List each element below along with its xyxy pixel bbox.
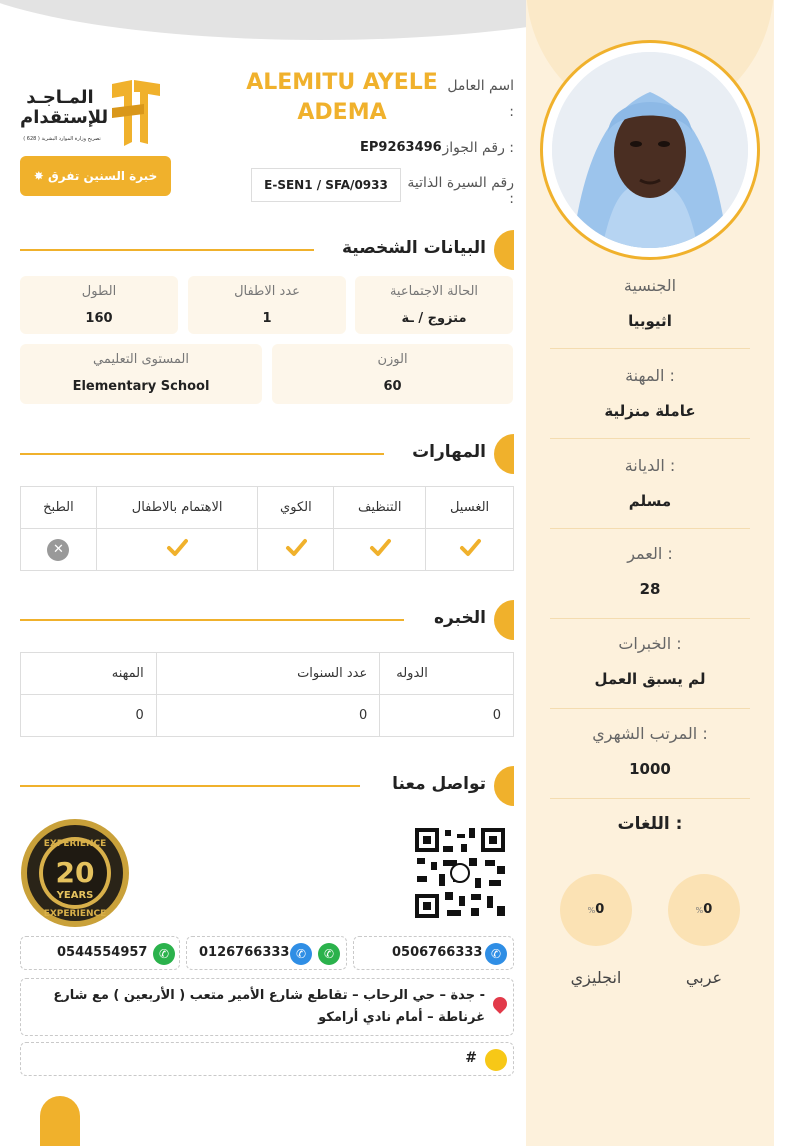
experience-header-years: عدد السنوات	[156, 653, 380, 695]
qr-code-icon[interactable]	[413, 826, 507, 920]
logo-subtitle: تصريح وزارة الموارد البشرية ( 628 )	[23, 136, 101, 142]
children-label: عدد الاطفال	[234, 284, 300, 299]
experience-summary-value: لم يسبق العمل	[594, 670, 706, 688]
contact-title: تواصل معنا	[392, 774, 486, 794]
location-pin-icon	[490, 994, 510, 1014]
phone-number-1[interactable]: 0506766333	[392, 945, 483, 960]
weight-label: الوزن	[377, 352, 408, 367]
skill-header-cleaning: التنظيف	[334, 487, 426, 529]
experience-title: الخبره	[433, 608, 486, 628]
age-label: العمر :	[627, 544, 673, 563]
section-marker	[494, 230, 514, 270]
experience-header-country: الدوله	[380, 653, 514, 695]
sidebar-divider	[550, 438, 750, 439]
salary-value: 1000	[629, 760, 671, 778]
skills-status-row	[21, 529, 514, 571]
education-label: المستوى التعليمي	[93, 352, 189, 367]
worker-photo	[552, 52, 748, 248]
phone-number-2[interactable]: 0126766333	[199, 945, 290, 960]
whatsapp-icon: ✆	[153, 943, 175, 965]
experience-summary-label: الخبرات :	[618, 634, 682, 653]
sidebar-divider	[550, 528, 750, 529]
sidebar-divider	[550, 798, 750, 799]
languages-title: اللغات :	[617, 814, 683, 834]
section-marker	[494, 600, 514, 640]
section-underline	[20, 619, 404, 621]
bottom-decorative-tab	[40, 1096, 80, 1146]
check-icon	[369, 537, 391, 559]
passport-value: EP9263496	[360, 140, 442, 155]
worker-name	[240, 68, 444, 128]
age-value: 28	[639, 580, 661, 598]
logo-mark-icon	[104, 78, 168, 148]
marital-status-value: متزوج / ـة	[401, 311, 467, 326]
skill-status-cleaning	[334, 529, 426, 571]
nationality-label: الجنسية	[623, 276, 677, 295]
skills-header-row	[21, 487, 514, 529]
education-value: Elementary School	[72, 379, 210, 394]
sidebar-divider	[550, 708, 750, 709]
sidebar-divider	[550, 618, 750, 619]
address-text: - جدة – حي الرحاب – تقاطع شارع الأمير متعب ( الأربعين ) مع شارع غرناطة – أمام نادي أرامكو	[53, 988, 485, 1025]
weight-card	[272, 344, 513, 404]
skill-header-ironing: الكوي	[258, 487, 334, 529]
marital-status-label: الحالة الاجتماعية	[389, 284, 479, 299]
language-english-name: انجليزي	[570, 968, 622, 987]
children-card	[188, 276, 346, 334]
experience-header-profession: المهنه	[21, 653, 157, 695]
seal-number: 20	[55, 856, 95, 889]
snapchat-box[interactable]	[20, 1042, 514, 1076]
language-arabic-level	[668, 874, 740, 946]
language-arabic-name: عربي	[685, 968, 723, 987]
section-underline	[20, 785, 360, 787]
skill-header-childcare: الاهتمام بالاطفال	[96, 487, 258, 529]
education-card	[20, 344, 262, 404]
skill-header-washing: الغسيل	[426, 487, 514, 529]
profession-value: عاملة منزلية	[604, 402, 696, 420]
worker-name-colon: :	[509, 104, 514, 120]
skill-status-ironing	[258, 529, 334, 571]
marital-status-card	[355, 276, 513, 334]
check-icon	[285, 537, 307, 559]
phone-number-3[interactable]: 0544554957	[57, 945, 148, 960]
nationality-value: اثيوبيا	[628, 312, 672, 330]
experience-years-value: 0	[156, 695, 380, 737]
address-box	[20, 978, 514, 1036]
experience-country-value: 0	[380, 695, 514, 737]
snapchat-handle[interactable]: #	[465, 1050, 477, 1066]
phone-icon: ✆	[290, 943, 312, 965]
experience-seal-icon	[20, 818, 130, 928]
section-underline	[20, 249, 314, 251]
experience-badge	[20, 156, 171, 196]
skill-status-cooking	[21, 529, 97, 571]
worker-name-line2: ADEMA	[297, 100, 387, 125]
phone-icon: ✆	[485, 943, 507, 965]
snapchat-icon	[485, 1049, 507, 1071]
religion-value: مسلم	[628, 492, 672, 510]
height-value: 160	[85, 311, 113, 326]
skill-status-childcare	[96, 529, 258, 571]
experience-row	[21, 695, 514, 737]
seal-years: YEARS	[56, 890, 94, 901]
check-icon	[459, 537, 481, 559]
profession-label: المهنة :	[625, 366, 675, 385]
skill-header-cooking: الطبخ	[21, 487, 97, 529]
passport-label: رقم الجواز :	[442, 140, 514, 156]
percent-unit: %	[695, 906, 704, 915]
logo-title	[20, 87, 109, 128]
sidebar-divider	[550, 348, 750, 349]
sparkle-icon: ✸	[33, 169, 48, 183]
section-marker	[494, 766, 514, 806]
religion-label: الديانة :	[624, 456, 676, 475]
language-english-value: 0	[595, 902, 605, 917]
skills-title: المهارات	[412, 442, 486, 462]
skill-status-washing	[426, 529, 514, 571]
experience-badge-text: خبرة السنين تفرق	[48, 169, 158, 183]
percent-unit: %	[587, 906, 596, 915]
children-value: 1	[262, 311, 272, 326]
seal-ring-top-text: EXPERIENCE	[43, 839, 107, 849]
weight-value: 60	[383, 379, 402, 394]
worker-name-line1: ALEMITU AYELE	[246, 70, 438, 95]
phone-box-3[interactable]	[20, 936, 180, 970]
cv-number-value: E-SEN1 / SFA/0933	[251, 168, 401, 202]
section-underline	[20, 453, 384, 455]
cross-icon: ✕	[47, 539, 69, 561]
height-label: الطول	[81, 284, 117, 299]
personal-info-title: البيانات الشخصية	[341, 238, 486, 258]
seal-ring-bottom-text: EXPERIENCE	[43, 909, 107, 919]
salary-label: المرتب الشهري :	[592, 724, 708, 743]
phone-box-1[interactable]	[353, 936, 514, 970]
experience-table	[20, 652, 514, 737]
skills-table	[20, 486, 514, 571]
phone-box-2[interactable]	[186, 936, 347, 970]
whatsapp-icon: ✆	[318, 943, 340, 965]
language-arabic-value: 0	[703, 902, 713, 917]
section-marker	[494, 434, 514, 474]
height-card	[20, 276, 178, 334]
logo-title-line2: للإستقدام	[20, 107, 109, 128]
language-english-level	[560, 874, 632, 946]
experience-profession-value: 0	[21, 695, 157, 737]
worker-name-label: اسم العامل	[447, 78, 514, 94]
experience-header-row	[21, 653, 514, 695]
cv-number-label: رقم السيرة الذاتية :	[407, 175, 514, 207]
logo-title-line1: المـاجـد	[26, 87, 94, 108]
check-icon	[166, 537, 188, 559]
